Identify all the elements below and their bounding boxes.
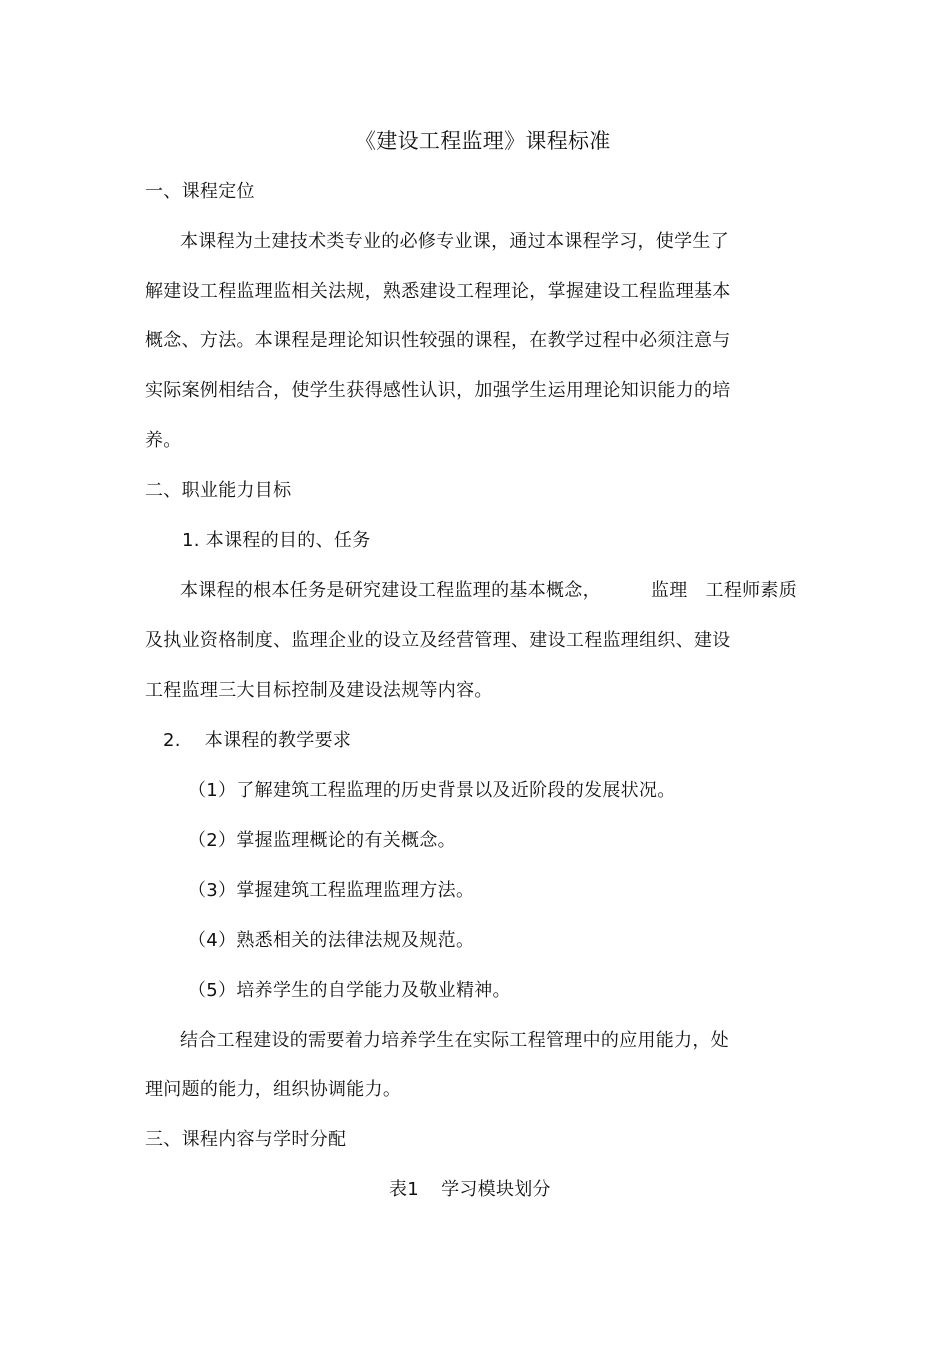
paragraph-line <box>180 579 797 603</box>
paragraph-line: 结合工程建设的需要着力培养学生在实际工程管理中的应用能力，处 <box>180 1030 729 1051</box>
paragraph-line: 本课程为土建技术类专业的必修专业课，通过本课程学习，使学生了 <box>180 231 729 252</box>
document-title: 《建设工程监理》课程标准 <box>355 129 611 153</box>
paragraph-line: 实际案例相结合，使学生获得感性认识，加强学生运用理论知识能力的培 <box>145 380 731 401</box>
list-item: （4）熟悉相关的法律法规及规范。 <box>188 930 475 951</box>
paragraph-line: 概念、方法。本课程是理论知识性较强的课程，在教学过程中必须注意与 <box>145 330 731 351</box>
paragraph-line: 解建设工程监理监相关法规，熟悉建设工程理论，掌握建设工程监理基本 <box>145 281 731 302</box>
text-fragment: 工程师素质 <box>705 580 798 601</box>
list-item: （1）了解建筑工程监理的历史背景以及近阶段的发展状况。 <box>188 780 676 801</box>
subsection-heading-purpose: 1. 本课程的目的、任务 <box>182 530 371 551</box>
table-caption-text: 学习模块划分 <box>441 1179 551 1200</box>
list-item: （2）掌握监理概论的有关概念。 <box>188 830 456 851</box>
subsection-number: 2. <box>163 730 181 751</box>
text-fragment: 监理 <box>650 580 688 601</box>
section-heading-career-goals: 二、职业能力目标 <box>145 480 292 501</box>
list-item: （5）培养学生的自学能力及敬业精神。 <box>188 980 511 1001</box>
paragraph-line: 工程监理三大目标控制及建设法规等内容。 <box>145 680 493 701</box>
paragraph-line: 及执业资格制度、监理企业的设立及经营管理、建设工程监理组织、建设 <box>145 630 731 651</box>
section-heading-content-hours: 三、课程内容与学时分配 <box>145 1129 347 1150</box>
section-heading-course-positioning: 一、课程定位 <box>145 181 255 202</box>
paragraph-line: 理问题的能力，组织协调能力。 <box>145 1079 402 1100</box>
paragraph-line: 养。 <box>145 430 182 451</box>
table-caption-number: 表1 <box>389 1179 420 1200</box>
subsection-heading-requirements <box>163 729 351 753</box>
list-item: （3）掌握建筑工程监理监理方法。 <box>188 880 475 901</box>
subsection-title: 本课程的教学要求 <box>204 730 352 751</box>
table-caption <box>389 1178 551 1202</box>
text-fragment: 本课程的根本任务是研究建设工程监理的基本概念， <box>180 580 601 601</box>
